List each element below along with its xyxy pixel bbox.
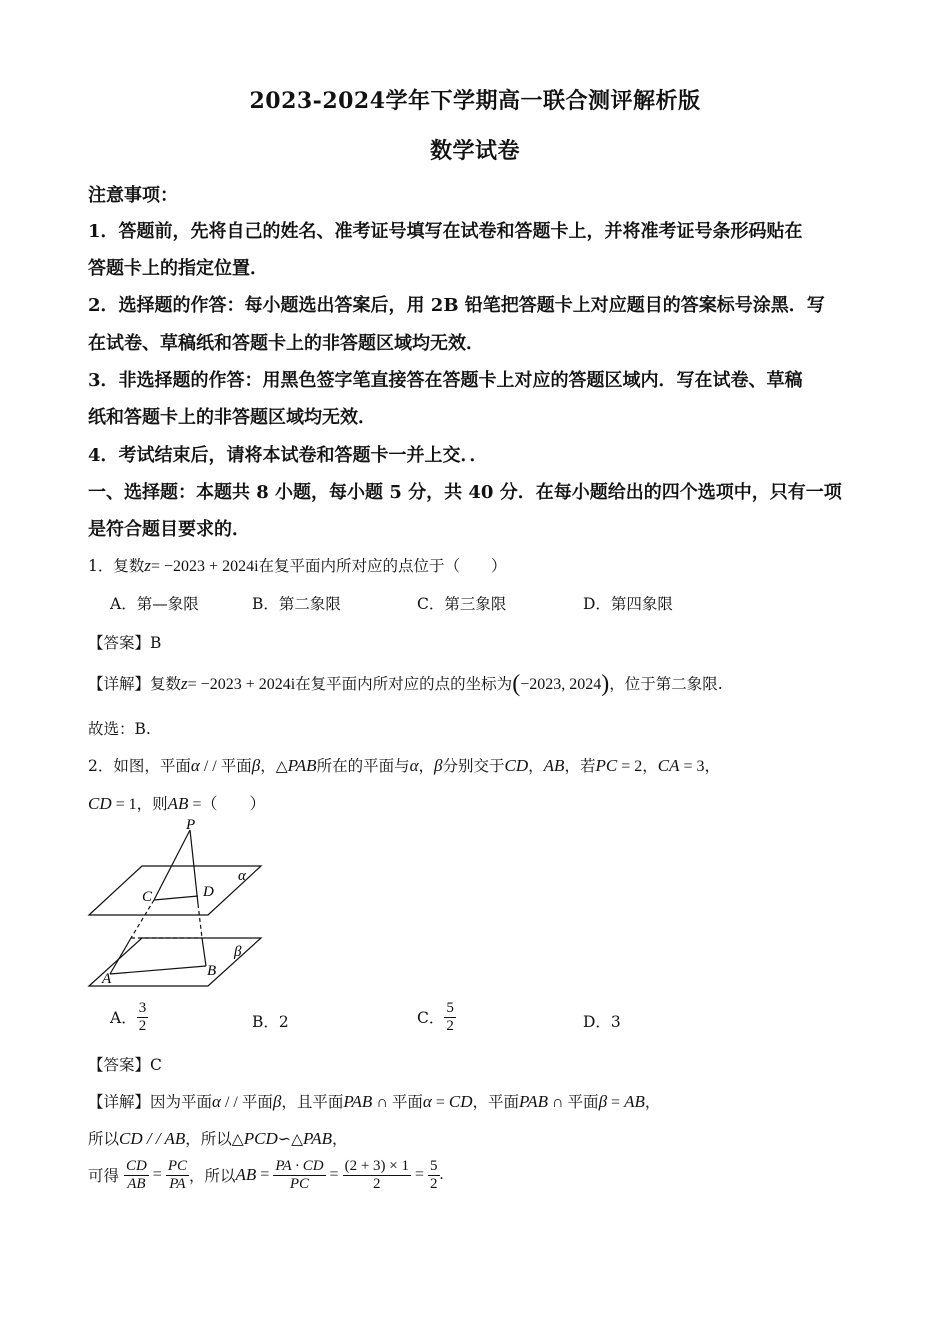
q1-conclusion: 故选：B. <box>88 720 151 738</box>
notice-item-3-line-2: 纸和答题卡上的非答题区域均无效． <box>88 407 376 428</box>
label-beta: β <box>234 944 242 960</box>
edge-pb-bottom <box>202 938 206 966</box>
q2-option-a: A． $\frac{3}{2}$ <box>110 1000 147 1034</box>
q2-option-d: D．3 <box>583 1013 621 1031</box>
q1-option-a: A．第—象限 <box>110 595 199 613</box>
notice-item-1-line-2: 答题卡上的指定位置． <box>88 258 268 279</box>
q2-so-line: 所以CD / / AB，所以△PCD∽△PAB， <box>88 1129 348 1148</box>
q1-option-b: B．第二象限 <box>252 595 341 613</box>
notice-item-1-line-1: 1．答题前，先将自己的姓名、准考证号填写在试卷和答题卡上，并将准考证号条形码贴在 <box>88 221 803 242</box>
q1-answer: 【答案】B <box>88 634 162 652</box>
section-heading-line-1: 一、选择题：本题共 8 小题，每小题 5 分，共 40 分．在每小题给出的四个选项中，只有一项 <box>88 482 842 503</box>
edge-pa-top <box>154 830 190 900</box>
edge-pb-dashed <box>198 904 202 938</box>
segment-ab <box>110 966 206 974</box>
q1-option-d: D．第四象限 <box>583 595 673 613</box>
q1-stem: 1．复数z= −2023 + 2024i在复平面内所对应的点位于（ ） <box>88 556 507 575</box>
label-a: A <box>102 971 112 987</box>
label-c: C <box>142 889 153 905</box>
edge-pb <box>190 830 198 904</box>
label-d: D <box>203 884 214 900</box>
plane-alpha <box>89 866 261 915</box>
exam-subtitle: 数学试卷 <box>429 138 520 164</box>
q2-option-c: C． $\frac{5}{2}$ <box>417 1000 454 1034</box>
label-p: P <box>186 818 196 833</box>
label-alpha: α <box>238 868 246 884</box>
q2-stem-line-1: 2．如图，平面α / / 平面β，△PAB所在的平面与α，β分别交于CD，AB，若PC = 2，CA = 3， <box>88 756 721 775</box>
edge-pa-dashed <box>131 900 154 938</box>
q2-answer: 【答案】C <box>88 1056 162 1074</box>
q1-detail: 【详解】复数z= −2023 + 2024i在复平面内所对应的点的坐标为(−2023, 2024)，位于第二象限. <box>88 671 723 697</box>
q2-option-b: B．2 <box>252 1013 289 1031</box>
q2-figure <box>84 818 274 990</box>
q2-stem-line-2: CD = 1，则AB =（ ） <box>88 794 266 813</box>
section-heading-line-2: 是符合题目要求的． <box>88 519 250 540</box>
segment-cd <box>154 896 198 900</box>
edge-pa-bottom <box>110 938 131 974</box>
q1-option-c: C．第三象限 <box>417 595 507 613</box>
notice-item-2-line-1: 2．选择题的作答：每小题选出答案后，用 2B 铅笔把答题卡上对应题目的答案标号涂黑．写 <box>88 295 825 316</box>
notice-item-4: 4．考试结束后，请将本试卷和答题卡一并上交．． <box>88 445 488 466</box>
label-b: B <box>207 963 217 979</box>
q2-detail: 【详解】因为平面α / / 平面β，且平面PAB ∩ 平面α = CD，平面PAB ∩ 平面β = AB， <box>88 1092 661 1111</box>
notice-item-3-line-1: 3．非选择题的作答：用黑色签字笔直接答在答题卡上对应的答题区域内．写在试卷、草稿 <box>88 370 803 391</box>
notice-item-2-line-2: 在试卷、草稿纸和答题卡上的非答题区域均无效． <box>88 333 484 354</box>
notice-heading: 注意事项： <box>88 185 178 206</box>
q2-final-line: 可得 $\frac{CD}{AB}$ = $\frac{PC}{PA}$ ，所以AB = $\frac{PA \cdot CD}{PC}$ = $\frac{(2 + 3) \times 1}{2}$ = $\frac{5}{2}$ . <box>88 1158 444 1192</box>
exam-title: 2023-2024学年下学期高一联合测评解析版 <box>249 88 701 114</box>
